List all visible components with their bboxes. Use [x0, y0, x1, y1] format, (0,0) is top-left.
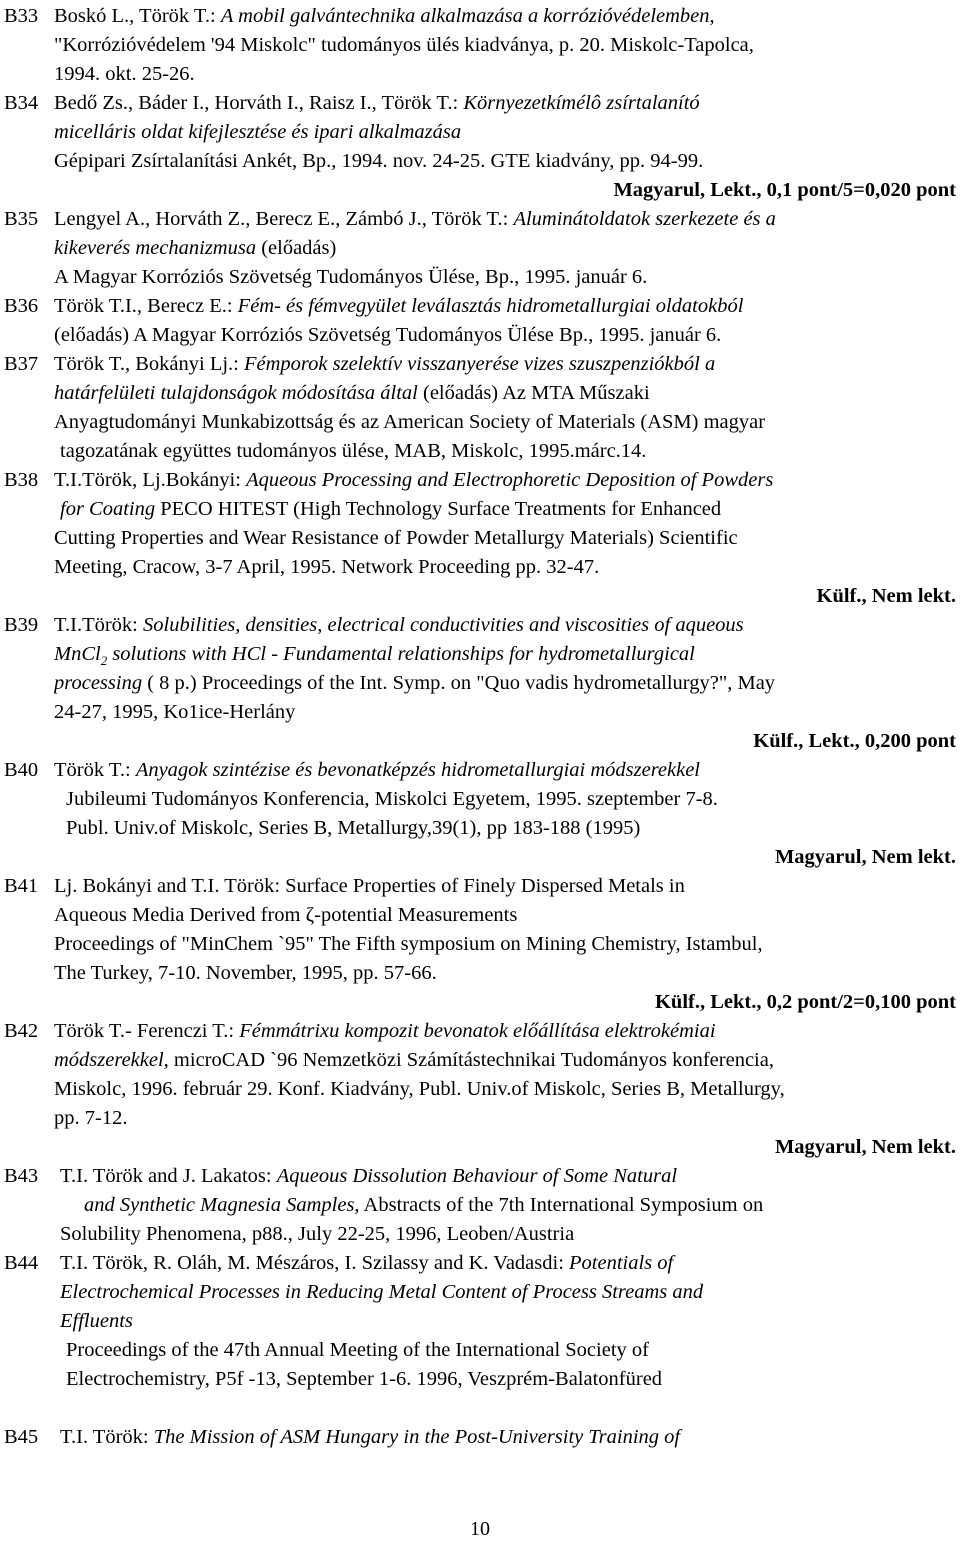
text-segment: T.I.Török: [54, 614, 143, 636]
text-segment: Miskolc, 1996. február 29. Konf. Kiadvány, Publ. Univ.of Miskolc, Series B, Metallurgy, [54, 1078, 785, 1100]
entry-text-line [66, 814, 960, 843]
entry-code: B34 [4, 92, 39, 114]
entry-text-line [54, 379, 960, 408]
entry-text-line [54, 408, 960, 437]
text-segment: (előadás) A Magyar Korróziós Szövetség Tudományos Ülése Bp., 1995. január 6. [54, 324, 722, 346]
entry-text-line [54, 640, 960, 669]
italic-title-text: Aluminátoldatok szerkezete és a [513, 208, 776, 230]
italic-title-text: Potentials of [569, 1252, 674, 1274]
italic-title-text: Fémmátrixu kompozit bevonatok előállítása elektrokémiai [239, 1020, 716, 1042]
italic-title-text: kikeverés mechanizmusa [54, 237, 257, 259]
text-segment: Electrochemistry, P5f -13, September 1-6. 1996, Veszprém-Balatonfüred [66, 1368, 663, 1390]
text-segment: 1994. okt. 25-26. [54, 63, 195, 85]
entry-text-line [54, 31, 960, 60]
entry-code: B42 [4, 1020, 39, 1042]
page-number: 10 [470, 1518, 490, 1540]
text-segment: Török T.I., Berecz E.: [54, 295, 238, 317]
text-segment: ( 8 p.) Proceedings of the Int. Symp. on "Quo vadis hydrometallurgy?", May [142, 672, 776, 694]
text-segment: A Magyar Korróziós Szövetség Tudományos Ülése, Bp., 1995. január 6. [54, 266, 648, 288]
entry-code: B43 [4, 1165, 39, 1187]
entry-code: B41 [4, 875, 39, 897]
italic-title-text: and Synthetic Magnesia Samples, [84, 1194, 360, 1216]
text-segment: (előadás) [256, 237, 337, 259]
entry-text-line [60, 1307, 960, 1336]
entry-text-line [54, 2, 960, 31]
entry-text-line [54, 1075, 960, 1104]
italic-title-text: módszerekkel, [54, 1049, 169, 1071]
text-segment: pp. 7-12. [54, 1107, 128, 1129]
text-segment: The Turkey, 7-10. November, 1995, pp. 57-66. [54, 962, 437, 984]
italic-title-text: processing [54, 672, 143, 694]
entry-text-line [54, 669, 960, 698]
italic-title-text: Aqueous Processing and Electrophoretic Deposition of Powders [246, 469, 774, 491]
entry-text-line [60, 495, 960, 524]
text-segment: 24-27, 1995, Ko1ice-Herlány [54, 701, 296, 723]
italic-title-text: Solubilities, densities, electrical conductivities and viscosities of aqueous [143, 614, 744, 636]
text-segment: Proceedings of the 47th Annual Meeting of the International Society of [66, 1339, 649, 1361]
entry-code: B45 [4, 1426, 39, 1448]
text-segment: Lengyel A., Horváth Z., Berecz E., Zámbó J., Török T.: [54, 208, 514, 230]
text-segment: Jubileumi Tudományos Konferencia, Miskolci Egyetem, 1995. szeptember 7-8. [66, 788, 718, 810]
text-segment: Gépipari Zsírtalanítási Ankét, Bp., 1994. nov. 24-25. GTE kiadvány, pp. 94-99. [54, 150, 704, 172]
entry-text-line [60, 1423, 960, 1452]
entry-text-line [66, 1336, 960, 1365]
text-segment: T.I. Török, R. Oláh, M. Mészáros, I. Szilassy and K. Vadasdi: [60, 1252, 570, 1274]
entry-text-line [66, 1365, 960, 1394]
italic-title-text: MnCl [54, 643, 101, 665]
italic-title-text: 2 [100, 653, 108, 669]
entry-rating: Külf., Lekt., 0,200 pont [753, 730, 956, 752]
italic-title-text: Fémporok szelektív visszanyerése vizes szuszpenziókból a [244, 353, 716, 375]
text-segment: microCAD `96 Nemzetközi Számítástechnikai Tudományos konferencia, [168, 1049, 774, 1071]
entry-text-line [60, 1162, 960, 1191]
entry-text-line [60, 1278, 960, 1307]
entry-text-line [54, 930, 960, 959]
entry-code: B33 [4, 5, 39, 27]
entry-text-line [54, 205, 960, 234]
entry-rating: Külf., Lekt., 0,2 pont/2=0,100 pont [654, 991, 956, 1013]
text-segment: (előadás) Az MTA Műszaki [417, 382, 650, 404]
entry-code: B37 [4, 353, 39, 375]
text-segment: Lj. Bokányi and T.I. Török: Surface Properties of Finely Dispersed Metals in [54, 875, 685, 897]
entry-text-line [54, 60, 960, 89]
text-segment: Proceedings of "MinChem `95" The Fifth symposium on Mining Chemistry, Istambul, [54, 933, 763, 955]
text-segment: Meeting, Cracow, 3-7 April, 1995. Network Proceeding pp. 32-47. [54, 556, 600, 578]
italic-title-text: for Coating [60, 498, 156, 520]
italic-title-text: A mobil galvántechnika alkalmazása a korrózióvédelemben, [220, 5, 715, 27]
entry-text-line [54, 118, 960, 147]
entry-text-line [66, 785, 960, 814]
text-segment: Boskó L., Török T.: [54, 5, 221, 27]
entry-text-line [54, 611, 960, 640]
entry-text-line [84, 1191, 960, 1220]
entry-text-line [60, 1220, 960, 1249]
entry-code: B39 [4, 614, 39, 636]
italic-title-text: határfelületi tulajdonságok módosítása által [54, 382, 418, 404]
text-segment: Aqueous Media Derived from ζ-potential Measurements [54, 904, 518, 926]
entry-code: B35 [4, 208, 39, 230]
text-segment: Török T.- Ferenczi T.: [54, 1020, 240, 1042]
text-segment: Publ. Univ.of Miskolc, Series B, Metallurgy,39(1), pp 183-188 (1995) [66, 817, 641, 839]
text-segment: T.I. Török and J. Lakatos: [60, 1165, 277, 1187]
entry-text-line [54, 234, 960, 263]
entry-text-line [54, 1017, 960, 1046]
entry-text-line [54, 147, 960, 176]
entry-text-line [54, 901, 960, 930]
entry-text-line [54, 1104, 960, 1133]
italic-title-text: The Mission of ASM Hungary in the Post-University Training of [153, 1426, 681, 1448]
entry-text-line [54, 553, 960, 582]
text-segment: "Korrózióvédelem '94 Miskolc" tudományos ülés kiadványa, p. 20. Miskolc-Tapolca, [54, 34, 754, 56]
entry-code: B40 [4, 759, 39, 781]
entry-text-line [60, 1249, 960, 1278]
text-segment: Török T.: [54, 759, 136, 781]
entry-rating: Magyarul, Nem lekt. [774, 846, 956, 868]
entry-text-line [54, 292, 960, 321]
italic-title-text: Aqueous Dissolution Behaviour of Some Natural [276, 1165, 678, 1187]
entry-text-line [54, 350, 960, 379]
text-segment: T.I.Török, Lj.Bokányi: [54, 469, 247, 491]
text-segment: Abstracts of the 7th International Symposium on [359, 1194, 764, 1216]
entry-code: B44 [4, 1252, 39, 1274]
entry-text-line [54, 959, 960, 988]
text-segment: Solubility Phenomena, p88., July 22-25, 1996, Leoben/Austria [60, 1223, 575, 1245]
entry-text-line [60, 437, 960, 466]
text-segment: T.I. Török: [60, 1426, 154, 1448]
text-segment: tagozatának együttes tudományos ülése, MAB, Miskolc, 1995.márc.14. [60, 440, 647, 462]
entry-text-line [54, 524, 960, 553]
entry-rating: Magyarul, Lekt., 0,1 pont/5=0,020 pont [613, 179, 956, 201]
text-segment: PECO HITEST (High Technology Surface Treatments for Enhanced [155, 498, 722, 520]
text-segment: Török T., Bokányi Lj.: [54, 353, 244, 375]
italic-title-text: Anyagok szintézise és bevonatképzés hidrometallurgiai módszerekkel [135, 759, 701, 781]
text-segment: Anyagtudományi Munkabizottság és az American Society of Materials (ASM) magyar [54, 411, 766, 433]
entry-text-line [54, 872, 960, 901]
entry-text-line [54, 698, 960, 727]
italic-title-text: Effluents [60, 1310, 133, 1332]
entry-code: B36 [4, 295, 39, 317]
entry-text-line [54, 321, 960, 350]
entry-code: B38 [4, 469, 39, 491]
entry-text-line [54, 263, 960, 292]
text-segment: Bedő Zs., Báder I., Horváth I., Raisz I., Török T.: [54, 92, 464, 114]
italic-title-text: Fém- és fémvegyület leválasztás hidrometallurgiai oldatokból [237, 295, 744, 317]
entry-rating: Külf., Nem lekt. [816, 585, 956, 607]
text-segment: Cutting Properties and Wear Resistance of Powder Metallurgy Materials) Scientific [54, 527, 738, 549]
entry-text-line [54, 89, 960, 118]
italic-title-text: Electrochemical Processes in Reducing Metal Content of Process Streams and [60, 1281, 704, 1303]
entry-text-line [54, 1046, 960, 1075]
entry-text-line [54, 756, 960, 785]
italic-title-text: solutions with HCl - Fundamental relationships for hydrometallurgical [107, 643, 695, 665]
entry-rating: Magyarul, Nem lekt. [774, 1136, 956, 1158]
entry-text-line [54, 466, 960, 495]
italic-title-text: Környezetkímélô zsírtalanító [463, 92, 700, 114]
italic-title-text: micelláris oldat kifejlesztése és ipari alkalmazása [54, 121, 462, 143]
